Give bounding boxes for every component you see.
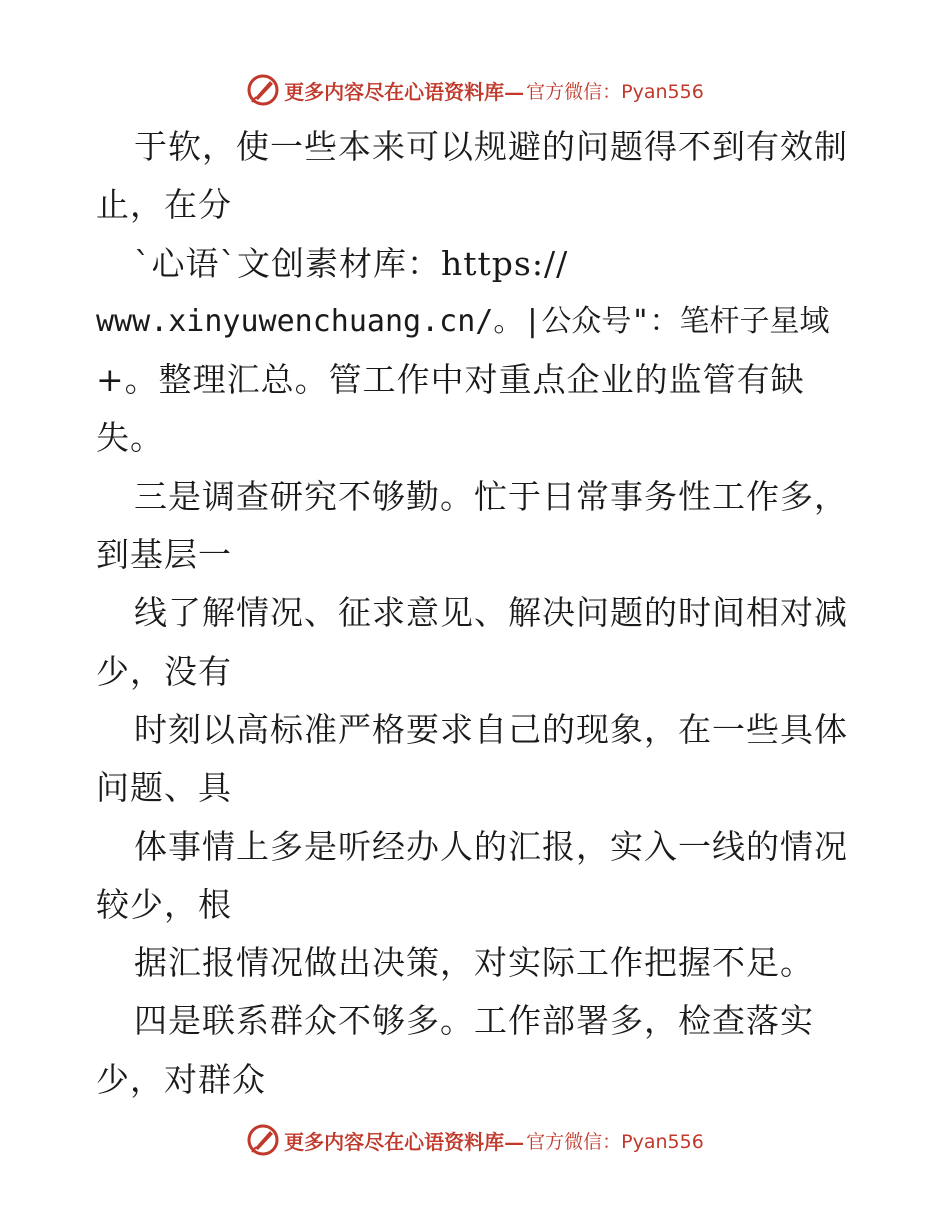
header-watermark bbox=[0, 70, 950, 110]
body-line: 线了解情况、征求意见、解决问题的时间相对减 bbox=[134, 593, 848, 633]
body-line: 三是调查研究不够勤。忙于日常事务性工作多， bbox=[134, 476, 848, 516]
document-body bbox=[96, 118, 856, 1109]
body-line-url: www.xinyuwenchuang.cn/。|公众号"：笔杆子星域 bbox=[96, 303, 830, 339]
body-line: 少，对群众 bbox=[96, 1059, 266, 1099]
body-line: 少，没有 bbox=[96, 651, 232, 691]
body-line: 失。 bbox=[96, 418, 164, 458]
footer-watermark bbox=[0, 1120, 950, 1160]
body-line: 到基层一 bbox=[96, 535, 232, 575]
footer-wechat-text: 官方微信：Pyan556 bbox=[526, 1130, 704, 1153]
body-line: 四是联系群众不够多。工作部署多，检查落实 bbox=[134, 1001, 814, 1041]
body-line: 问题、具 bbox=[96, 768, 232, 808]
body-line: 止，在分 bbox=[96, 185, 232, 225]
body-line: 体事情上多是听经办人的汇报，实入一线的情况 bbox=[134, 826, 848, 866]
body-line: 于软，使一些本来可以规避的问题得不到有效制 bbox=[134, 127, 848, 166]
body-line: `心语`文创素材库：https:// bbox=[134, 243, 569, 283]
header-main-text: 更多内容尽在心语资料库— bbox=[284, 79, 525, 104]
footer-main-text: 更多内容尽在心语资料库— bbox=[284, 1129, 525, 1154]
quill-pen-logo-icon bbox=[246, 1123, 280, 1157]
body-line: 据汇报情况做出决策，对实际工作把握不足。 bbox=[134, 943, 814, 983]
body-line: 较少，根 bbox=[96, 884, 232, 924]
body-line: 时刻以高标准严格要求自己的现象，在一些具体 bbox=[134, 709, 848, 749]
quill-pen-logo-icon bbox=[246, 73, 280, 107]
header-wechat-text: 官方微信：Pyan556 bbox=[526, 80, 704, 103]
body-line: +。整理汇总。管工作中对重点企业的监管有缺 bbox=[96, 360, 805, 400]
